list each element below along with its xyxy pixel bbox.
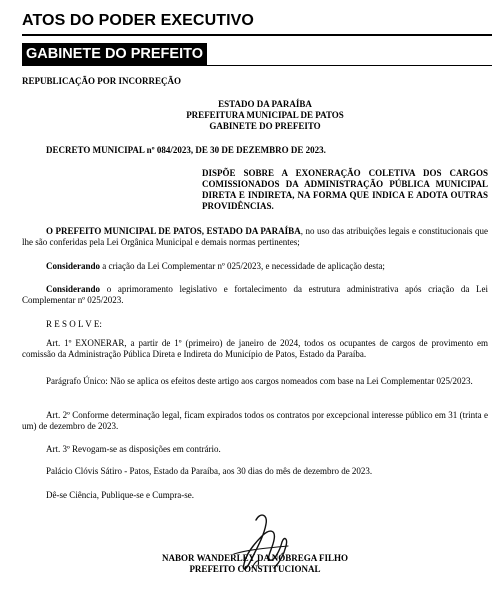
article-1: Art. 1º EXONERAR, a partir de 1º (primeiro) de janeiro de 2024, todos os ocupantes de cargos de provimento em comissão da Administração Pública Direta e Indireta do Município de Patos, Estado da Paraíba.: [22, 338, 488, 359]
section-title: ATOS DO PODER EXECUTIVO: [22, 12, 254, 29]
article-3: Art. 3º Revogam-se as disposições em contrário.: [46, 444, 221, 454]
considerando-2: [22, 284, 488, 306]
considerando-1: [22, 261, 488, 272]
article-2: Art. 2º Conforme determinação legal, ficam expirados todos os contratos por excepcional interesse público em 31 (trinta e um) de dezembro de 2023.: [22, 410, 488, 431]
republication-notice: REPUBLICAÇÃO POR INCORREÇÃO: [22, 76, 182, 86]
considerando-1-label: Considerando: [46, 261, 101, 271]
preamble: [22, 226, 488, 248]
place-date: Palácio Clóvis Sátiro - Patos, Estado da Paraíba, aos 30 dias do mês de dezembro de 2023.: [46, 466, 373, 476]
preamble-text: , no uso das atribuições legais e constitucionais que lhe são conferidas pela Lei Orgânica Municipal e demais normas pertinentes;: [22, 226, 488, 247]
subsection-title: GABINETE DO PREFEITO: [22, 43, 207, 65]
section-divider: [22, 34, 492, 36]
preamble-authority: O PREFEITO MUNICIPAL DE PATOS, ESTADO DA PARAÍBA: [46, 226, 301, 236]
issuer-state: ESTADO DA PARAÍBA: [218, 99, 312, 109]
decree-title: DECRETO MUNICIPAL nº 084/2023, DE 30 DE DEZEMBRO DE 2023.: [46, 145, 326, 155]
issuer-municipality: PREFEITURA MUNICIPAL DE PATOS: [186, 110, 344, 120]
considerando-2-text: o aprimoramento legislativo e fortalecimento da estrutura administrativa após criação da Lei Complementar nº 025/2023.: [22, 284, 488, 305]
resolve-heading: R E S O L V E:: [46, 319, 102, 329]
issuer-office: GABINETE DO PREFEITO: [209, 121, 321, 131]
considerando-1-text: a criação da Lei Complementar nº 025/2023, e necessidade de aplicação desta;: [100, 261, 385, 271]
signatory-name: NABOR WANDERLEY DA NÓBREGA FILHO: [161, 553, 349, 563]
paragrafo-unico: Parágrafo Único: Não se aplica os efeitos deste artigo aos cargos nomeados com base na Lei Complementar 025/2023.: [46, 376, 473, 386]
decree-ementa: DISPÕE SOBRE A EXONERAÇÃO COLETIVA DOS CARGOS COMISSIONADOS DA ADMINISTRAÇÃO PÚBLICA MUNICIPAL DIRETA E INDIRETA, NA FORMA QUE INDICA E ADOTA OUTRAS PROVIDÊNCIAS.: [202, 168, 488, 211]
signatory-title: PREFEITO CONSTITUCIONAL: [189, 564, 321, 574]
closing-formula: Dê-se Ciência, Publique-se e Cumpra-se.: [46, 490, 194, 500]
subsection-divider: [22, 65, 492, 66]
considerando-2-label: Considerando: [46, 284, 101, 294]
